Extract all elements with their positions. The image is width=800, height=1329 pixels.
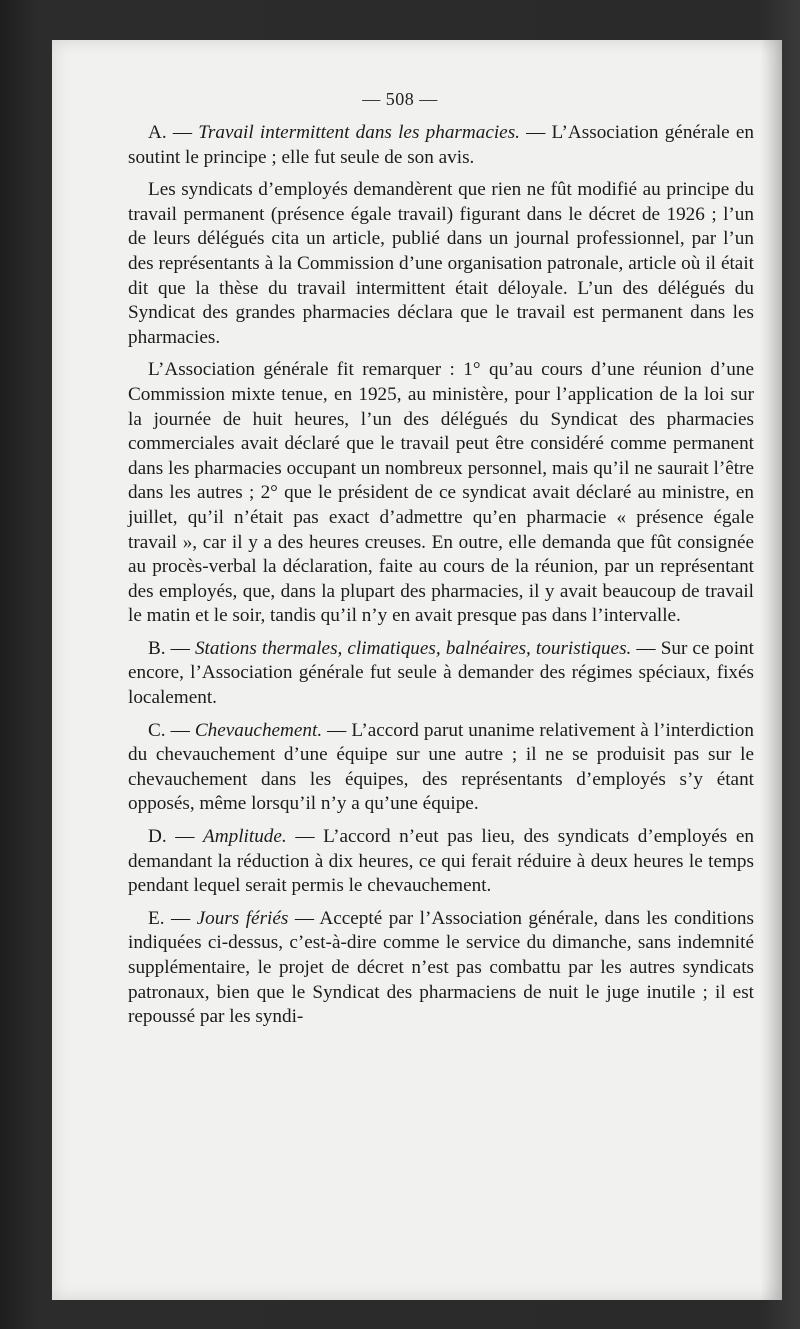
section-label: D. — (148, 826, 204, 848)
section-label: A. — (148, 122, 199, 143)
paragraph-text: Les syndicats d’employés demandèrent que rien ne fût modifié au principe du travail permanent (présence égale travail) figurant dans le décret de 1926 ; l’un de leurs délégués cita un article, publié dans un journal professionnel, par l’un des représentants à la Commission d’une organisation patronale, article où il était dit que la thèse du travail intermittent était déloyale. L’un des délégués du Syndicat des grandes pharmacies déclara que le travail est permanent dans les pharmacies. (128, 179, 754, 348)
section-title: Amplitude. (203, 826, 287, 848)
section-title: Chevauchement. (194, 719, 323, 741)
section-title: Travail intermittent dans les pharmacies. (198, 122, 520, 143)
paragraph-d (128, 825, 754, 899)
paragraph-text: — Sur ce point encore, l’Association générale fut seule à demander des régimes spéciaux, fixés localement. (128, 637, 754, 709)
paragraph-text: — L’accord n’eut pas lieu, des syndicats d’employés en demandant la réduction à dix heures, ce qui ferait réduire à deux heures le temps pendant lequel serait permis le chevauchement. (128, 826, 754, 897)
paragraph-text: L’Association générale fit remarquer : 1° qu’au cours d’une réunion d’une Commission mixte tenue, en 1925, au ministère, pour l’application de la loi sur la journée de huit heures, l’un des délégués du Syndicat des pharmacies commerciales avait déclaré que le travail peut être considéré comme permanent dans les pharmacies occupant un nombreux personnel, mais qu’il ne saurait l’être dans les autres ; 2° que le président de ce syndicat avait déclaré au ministre, en juillet, qu’il n’était pas exact d’admettre qu’en pharmacie « présence égale travail », car il y a des heures creuses. En outre, elle demanda que fût consignée au procès-verbal la déclaration, faite au cours de la réunion, par un représentant des employés, que, dans la plupart des pharmacies, il y avait beaucoup de travail le matin et le soir, tandis qu’il n’y en avait presque pas dans l’intervalle. (128, 359, 754, 627)
paragraph-a (128, 121, 754, 170)
section-label: E. — (148, 907, 197, 929)
paragraph-text: — L’accord parut unanime relativement à l’interdiction du chevauchement d’une équipe sur une autre ; il ne se produisit pas sur le chevauchement dans les équipes, des représentants d’employés s’y étant opposés, même lorsqu’il n’y a qu’une équipe. (128, 719, 754, 815)
paragraph-text: — L’Association générale en soutint le principe ; elle fut seule de son avis. (128, 122, 754, 168)
section-label: C. — (148, 719, 195, 741)
paragraph-e (128, 907, 754, 1030)
paragraph-syndicats (128, 178, 754, 350)
page-gutter-shadow (760, 40, 782, 1300)
page-number: — 508 — (362, 89, 438, 109)
section-label: B. — (148, 637, 195, 659)
paragraph-c (128, 719, 754, 817)
section-title: Jours fériés (196, 907, 289, 929)
section-title: Stations thermales, climatiques, balnéaires, touristiques. (194, 637, 632, 659)
body-text (128, 121, 754, 1038)
paragraph-association (128, 358, 754, 629)
paragraph-b (128, 637, 754, 711)
paragraph-text: — Accepté par l’Association générale, dans les conditions indiquées ci-dessus, c’est-à-dire comme le service du dimanche, sans indemnité supplémentaire, le projet de décret n’est pas combattu par les autres syndicats patronaux, bien que le Syndicat des pharmaciens de nuit le juge inutile ; il est repoussé par les syndi- (128, 907, 754, 1028)
